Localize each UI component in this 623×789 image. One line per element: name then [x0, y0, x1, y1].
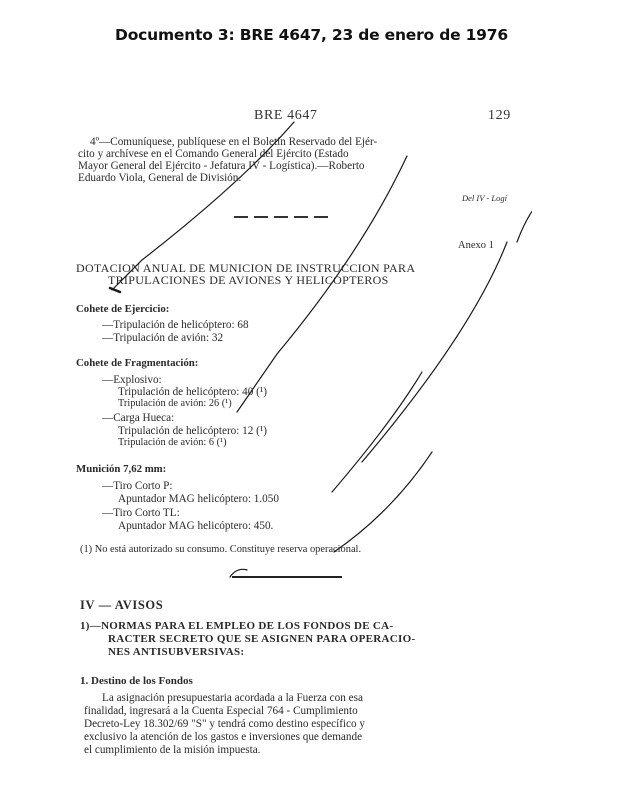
fragmentacion-item-3: Tripulación de avión: 26 (¹)	[118, 398, 232, 409]
normas-title-line-3: NES ANTISUBVERSIVAS:	[108, 646, 245, 658]
document-header-title: BRE 4647	[254, 108, 318, 123]
fragmentacion-item-2: Tripulación de helicóptero: 40 (¹)	[118, 386, 267, 398]
normas-title-line-1: 1)—NORMAS PARA EL EMPLEO DE LOS FONDOS DE CA-	[80, 620, 394, 632]
rule-line	[232, 576, 342, 578]
footnote: (1) No está autorizado su consumo. Constituye reserva operacional.	[80, 544, 362, 555]
signature-tag: Del IV - Logí	[462, 193, 507, 203]
pen-stroke-3	[332, 372, 422, 492]
avisos-heading: IV — AVISOS	[80, 598, 164, 612]
document-page-number: 129	[488, 108, 511, 123]
para4-line-3: Mayor General del Ejército - Jefatura IV - Logística).—Roberto	[78, 160, 365, 172]
fragmentacion-item-6: Tripulación de avión: 6 (¹)	[118, 437, 227, 448]
scanned-document-page	[62, 92, 532, 782]
cohete-ejercicio-item-1: —Tripulación de helicóptero: 68	[102, 319, 249, 331]
destino-body-line-2: finalidad, ingresará a la Cuenta Especial 764 - Cumplimiento	[84, 705, 358, 717]
annex-title-line-2: TRIPULACIONES DE AVIONES Y HELICOPTEROS	[108, 273, 389, 287]
para4-line-1: 4º—Comuníquese, publíquese en el Boletín Reservado del Ejér-	[90, 136, 378, 148]
municion-item-2: Apuntador MAG helicóptero: 1.050	[118, 493, 279, 505]
normas-title-line-2: RACTER SECRETO QUE SE ASIGNEN PARA OPERACIO-	[108, 633, 416, 645]
municion-item-1: —Tiro Corto P:	[102, 480, 173, 492]
destino-body-line-4: exclusivo la atención de los gastos e inversiones que demande	[84, 731, 363, 743]
destino-body-line-5: el cumplimiento de la misión impuesta.	[84, 744, 261, 756]
annex-title-line-1: DOTACION ANUAL DE MUNICION DE INSTRUCCION PARA	[76, 261, 416, 275]
pen-stroke-6	[517, 192, 532, 242]
municion-heading: Munición 7,62 mm:	[76, 463, 167, 475]
cohete-fragmentacion-heading: Cohete de Fragmentación:	[76, 357, 199, 369]
cohete-ejercicio-heading: Cohete de Ejercicio:	[76, 303, 170, 315]
fragmentacion-item-4: —Carga Hueca:	[102, 412, 175, 424]
para4-line-4: Eduardo Viola, General de División.	[78, 172, 242, 184]
destino-body-line-3: Decreto-Ley 18.302/69 "S" y tendrá como destino específico y	[84, 718, 365, 730]
municion-item-4: Apuntador MAG helicóptero: 450.	[118, 520, 274, 532]
pen-stroke-7	[230, 569, 247, 577]
pen-stroke-4	[334, 452, 432, 552]
document-caption: Documento 3: BRE 4647, 23 de enero de 1976	[115, 26, 508, 44]
fragmentacion-item-1: —Explosivo:	[102, 374, 162, 386]
destino-heading: 1. Destino de los Fondos	[80, 675, 193, 687]
cohete-ejercicio-item-2: —Tripulación de avión: 32	[102, 332, 224, 344]
municion-item-3: —Tiro Corto TL:	[102, 507, 180, 519]
destino-body-line-1: La asignación presupuestaria acordada a la Fuerza con esa	[102, 692, 363, 704]
para4-line-2: cito y archívese en el Comando General del Ejército (Estado	[78, 148, 349, 160]
fragmentacion-item-5: Tripulación de helicóptero: 12 (¹)	[118, 425, 267, 437]
annex-label: Anexo 1	[458, 240, 494, 251]
